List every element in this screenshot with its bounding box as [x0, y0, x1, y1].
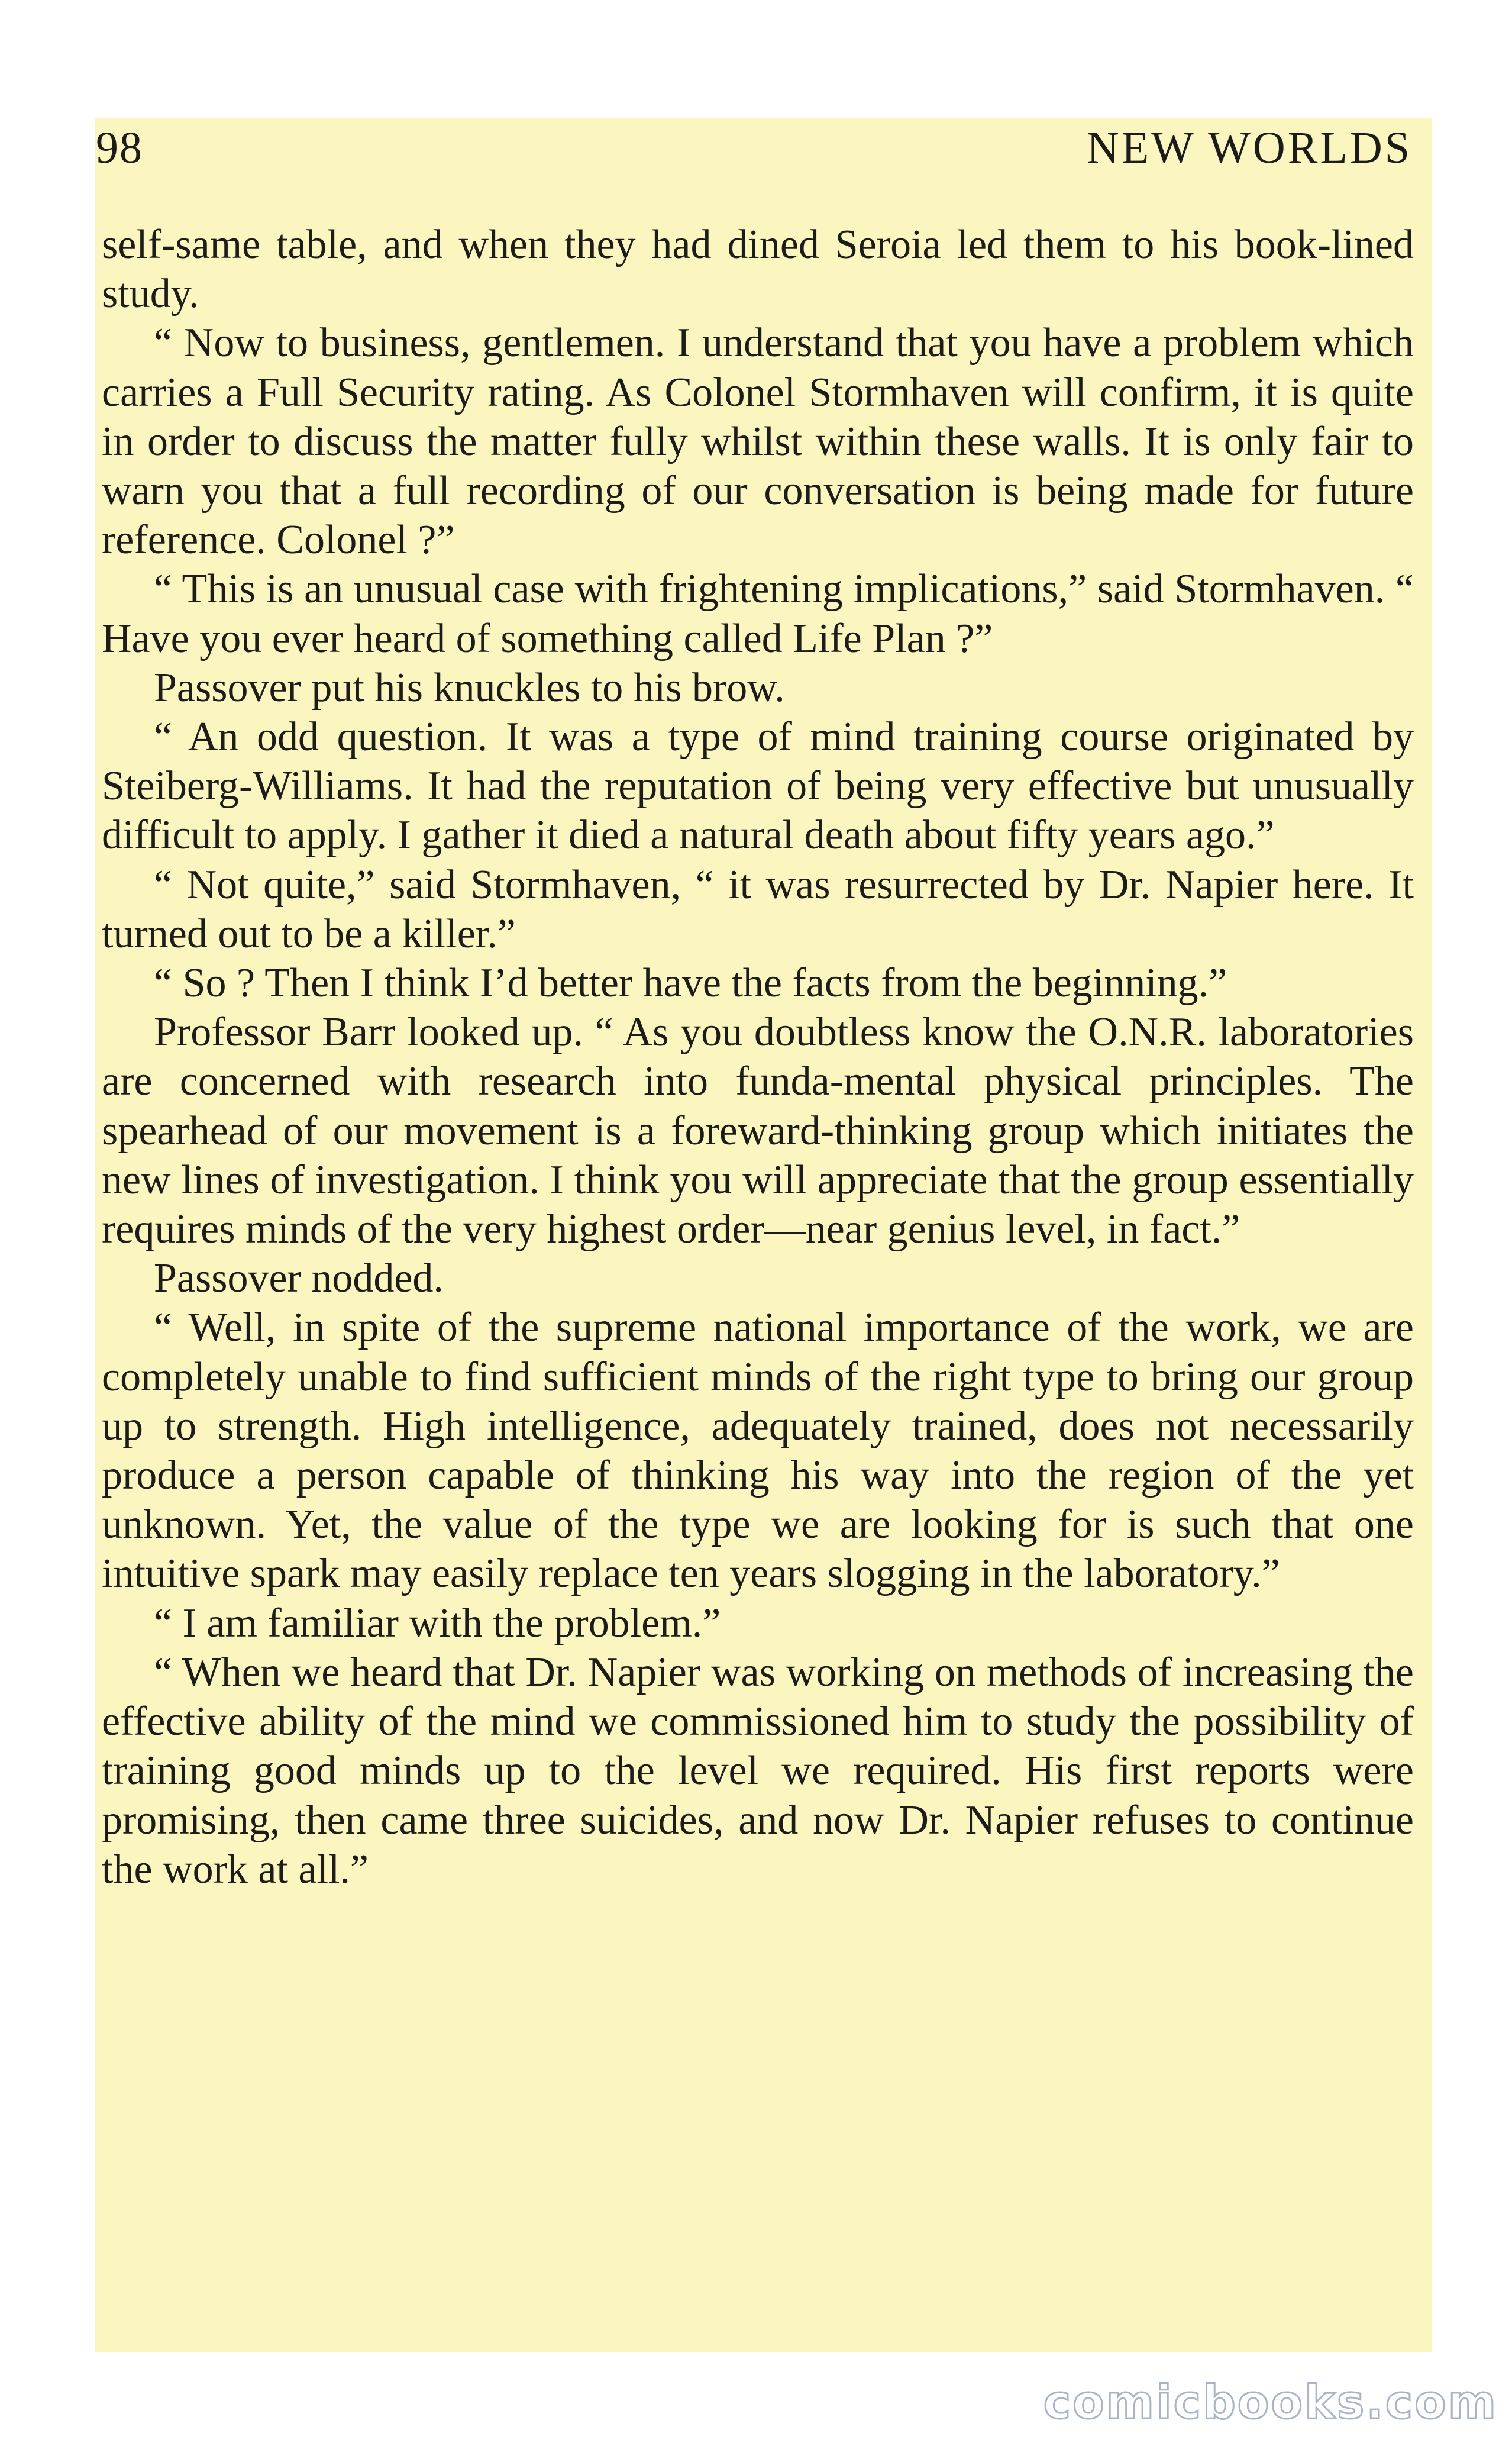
page-number: 98	[96, 122, 143, 173]
running-head	[96, 115, 1412, 180]
paragraph: “ Not quite,” said Stormhaven, “ it was resurrected by Dr. Napier here. It turned out to be a killer.”	[102, 861, 1414, 957]
watermark: comicbooks.com	[1043, 2376, 1498, 2429]
article-text	[102, 220, 1414, 1894]
paragraph: “ When we heard that Dr. Napier was working on methods of increasing the effective ability of the mind we commissioned him to study the possibility of training good minds up to the level we required. His first reports were promising, then came three suicides, and now Dr. Napier refuses to continue the work at all.”	[102, 1649, 1414, 1892]
paragraph: “ Well, in spite of the supreme national importance of the work, we are completely unable to find sufficient minds of the right type to bring our group up to strength. High intelligence, adequately trained, does not necessarily produce a person capable of thinking his way into the region of the yet unknown. Yet, the value of the type we are looking for is such that one intuitive spark may easily replace ten years slogging in the laboratory.”	[102, 1305, 1414, 1597]
paragraph: self-same table, and when they had dined Seroia led them to his book-lined study.	[102, 222, 1414, 317]
paragraph: Professor Barr looked up. “ As you doubtless know the O.N.R. laboratories are concerned with research into funda-mental physical principles. The spearhead of our movement is a foreward-thinking group which initiates the new lines of investigation. I think you will appreciate that the group essentially requires minds of the very highest order—near genius level, in fact.”	[102, 1009, 1414, 1253]
paragraph: “ An odd question. It was a type of mind training course originated by Steiberg-Williams. It had the reputation of being very effective but unusually difficult to apply. I gather it died a natural death about fifty years ago.”	[102, 714, 1414, 859]
paragraph: Passover nodded.	[154, 1256, 444, 1302]
paragraph: “ Now to business, gentlemen. I understand that you have a problem which carries a Full Security rating. As Colonel Stormhaven will confirm, it is quite in order to discuss the matter fully whilst within these walls. It is only fair to warn you that a full recording of our conversation is being made for future reference. Colonel ?”	[102, 320, 1414, 563]
paragraph: “ This is an unusual case with frightening implications,” said Stormhaven. “ Have you ever heard of something called Life Plan ?”	[102, 566, 1414, 661]
running-title: NEW WORLDS	[1086, 122, 1412, 173]
paragraph: “ So ? Then I think I’d better have the facts from the beginning.”	[154, 960, 1227, 1006]
paragraph: Passover put his knuckles to his brow.	[154, 664, 785, 711]
paragraph: “ I am familiar with the problem.”	[154, 1600, 721, 1646]
